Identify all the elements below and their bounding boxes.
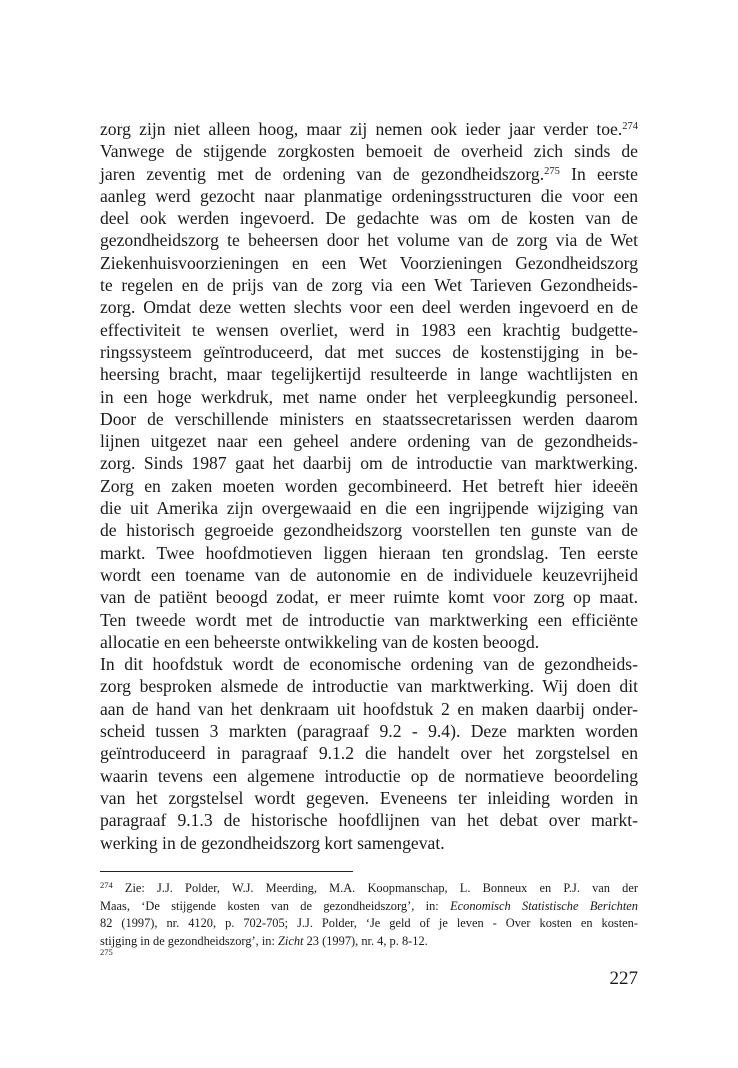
body-line: Door de verschillende ministers en staatssecretarissen werden daarom [100,408,638,429]
body-line: waarin tevens een algemene introductie op de normatieve beoordeling [100,765,638,786]
body-line: gezondheidszorg te beheersen door het volume van de zorg via de Wet [100,230,638,251]
footnote-274-line-3: 82 (1997), nr. 4120, p. 702-705; J.J. Polder, ‘Je geld of je leven - Over kosten en kosten- [100,916,638,930]
body-text [100,118,638,854]
body-line: van de patiënt beoogd zodat, er meer ruimte komt voor zorg op maat. [100,587,638,608]
footnote-reference[interactable]: 275 [544,165,560,177]
body-line: die uit Amerika zijn overgewaaid en die een ingrijpende wijziging van [100,498,638,519]
body-line: allocatie en een beheerste ontwikkeling van de kosten beoogd. [100,631,540,652]
body-line: markt. Twee hoofdmotieven liggen hieraan ten grondslag. Ten eerste [100,542,638,563]
footnotes [100,880,638,962]
body-line: geïntroduceerd in paragraaf 9.1.2 die handelt over het zorgstelsel en [100,743,638,764]
body-line: zorg. Omdat deze wetten slechts voor een deel werden ingevoerd en de [100,297,638,318]
body-line: Zorg en zaken moeten worden gecombineerd. Het betreft hier ideeën [100,475,638,496]
footnote-274-line-4: stijging in de gezondheidszorg’, in: Zicht 23 (1997), nr. 4, p. 8-12. [100,933,428,948]
footnote-274-line-1: $^{274}$ Zie: J.J. Polder, W.J. Meerding, M.A. Koopmanschap, L. Bonneux en P.J. van der [100,880,638,895]
footnote-separator [100,871,353,872]
body-line: zorg besproken alsmede de introductie van marktwerking. Wij doen dit [100,676,638,697]
body-line: heersing bracht, maar tegelijkertijd resulteerde in lange wachtlijsten en [100,364,638,385]
body-line: paragraaf 9.1.3 de historische hoofdlijnen van het debat over markt- [100,810,638,831]
footnote-274-line-2: Maas, ‘De stijgende kosten van de gezondheidszorg’, in: Economisch Statistische Berichten [100,898,638,913]
body-line: lijnen uitgezet naar een geheel andere ordening van de gezondheids- [100,431,638,452]
body-line: effectiviteit te wensen overliet, werd in 1983 een krachtig budgette- [100,319,638,340]
body-line: zorg zijn niet alleen hoog, maar zij nemen ook ieder jaar verder toe.$^{274}$ [100,119,638,139]
body-line: in een hoge werkdruk, met name onder het verpleegkundig personeel. [100,386,638,407]
body-line: Vanwege de stijgende zorgkosten bemoeit de overheid zich sinds de [100,141,638,162]
body-line: de historisch gegroeide gezondheidszorg voorstellen ten gunste van de [100,520,638,541]
body-line: jaren zeventig met de ordening van de gezondheidszorg.$^{275}$ In eerste [100,163,638,184]
body-line: Ziekenhuisvoorzieningen en een Wet Voorzieningen Gezondheidszorg [100,252,638,273]
footnote-275 [100,947,638,962]
body-line: zorg. Sinds 1987 gaat het daarbij om de introductie van marktwerking. [100,453,638,474]
body-line: aan de hand van het denkraam uit hoofdstuk 2 en maken daarbij onder- [100,698,638,719]
body-line: scheid tussen 3 markten (paragraaf 9.2 - 9.4). Deze markten worden [100,721,638,742]
footnote-275-mark: 275 [100,947,113,957]
page-number: 227 [609,968,638,989]
footnote-reference[interactable]: 274 [622,121,638,132]
body-line: deel ook werden ingevoerd. De gedachte was om de kosten van de [100,208,638,229]
body-line: te regelen en de prijs van de zorg via een Wet Tarieven Gezondheids- [100,275,638,296]
body-line: aanleg werd gezocht naar planmatige ordeningsstructuren die voor een [100,185,638,206]
footnote-274-mark: 274 [100,880,113,890]
body-line: Ten tweede wordt met de introductie van marktwerking een efficiënte [100,609,638,630]
body-line: ringssysteem geïntroduceerd, dat met succes de kostenstijging in be- [100,341,638,362]
journal-title-zicht: Zicht [278,933,304,948]
journal-title: Economisch Statistische Berichten [450,898,638,913]
body-line: In dit hoofdstuk wordt de economische ordening van de gezondheids- [100,654,638,675]
body-line: van het zorgstelsel wordt gegeven. Eveneens ter inleiding worden in [100,787,638,808]
body-line: wordt een toename van de autonomie en de individuele keuzevrijheid [100,564,638,585]
body-line: werking in de gezondheidszorg kort samengevat. [100,832,445,853]
